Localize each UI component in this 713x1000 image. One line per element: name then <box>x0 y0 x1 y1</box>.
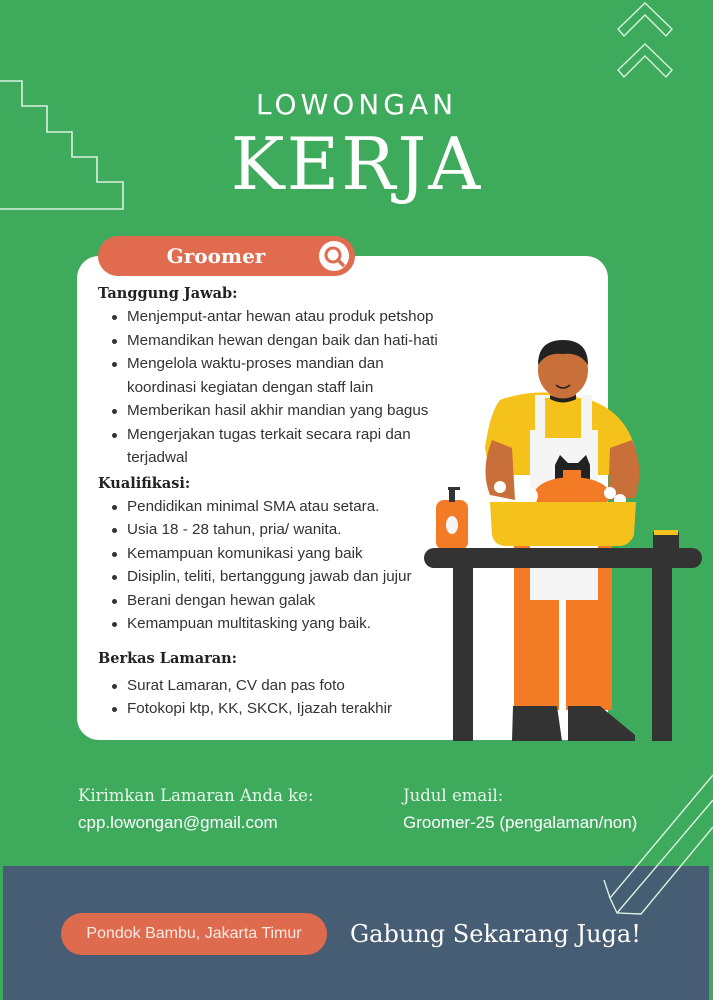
documents-title: Berkas Lamaran: <box>98 649 238 667</box>
responsibilities-title: Tanggung Jawab: <box>98 285 238 302</box>
title-kerja: KERJA <box>230 122 483 206</box>
list-item: Kemampuan komunikasi yang baik <box>110 542 438 566</box>
qualifications-list <box>98 495 438 636</box>
list-item: Memandikan hewan dengan baik dan hati-hati <box>110 329 438 353</box>
list-item: Pendidikan minimal SMA atau setara. <box>110 495 438 519</box>
list-item: Disiplin, teliti, bertanggung jawab dan jujur <box>110 565 438 589</box>
list-item: Mengerjakan tugas terkait secara rapi dan terjadwal <box>110 423 438 470</box>
list-item: Usia 18 - 28 tahun, pria/ wanita. <box>110 518 438 542</box>
send-application-label: Kirimkan Lamaran Anda ke: <box>78 786 314 805</box>
title-lowongan: LOWONGAN <box>255 88 458 121</box>
list-item: Mengelola waktu-proses mandian dan koordinasi kegiatan dengan staff lain <box>110 352 438 399</box>
list-item: Surat Lamaran, CV dan pas foto <box>110 674 438 698</box>
email-subject-value: Groomer-25 (pengalaman/non) <box>403 813 638 832</box>
list-item: Memberikan hasil akhir mandian yang bagus <box>110 399 438 423</box>
responsibilities-list <box>98 305 438 470</box>
card-right-green <box>608 256 713 286</box>
list-item: Berani dengan hewan galak <box>110 589 438 613</box>
qualifications-title: Kualifikasi: <box>98 474 191 492</box>
documents-list <box>98 674 438 721</box>
cta-text: Gabung Sekarang Juga! <box>350 920 641 948</box>
search-icon <box>318 240 350 272</box>
email-subject-label: Judul email: <box>403 786 504 805</box>
list-item: Kemampuan multitasking yang baik. <box>110 612 438 636</box>
email-address[interactable]: cpp.lowongan@gmail.com <box>78 813 278 832</box>
double-chevron-up-icon <box>615 0 675 82</box>
position-title: Groomer <box>166 244 266 268</box>
search-button[interactable] <box>318 240 350 272</box>
location-badge: Pondok Bambu, Jakarta Timur <box>61 913 327 955</box>
list-item: Fotokopi ktp, KK, SKCK, Ijazah terakhir <box>110 697 438 721</box>
job-details <box>98 283 438 721</box>
list-item: Menjemput-antar hewan atau produk petshop <box>110 305 438 329</box>
